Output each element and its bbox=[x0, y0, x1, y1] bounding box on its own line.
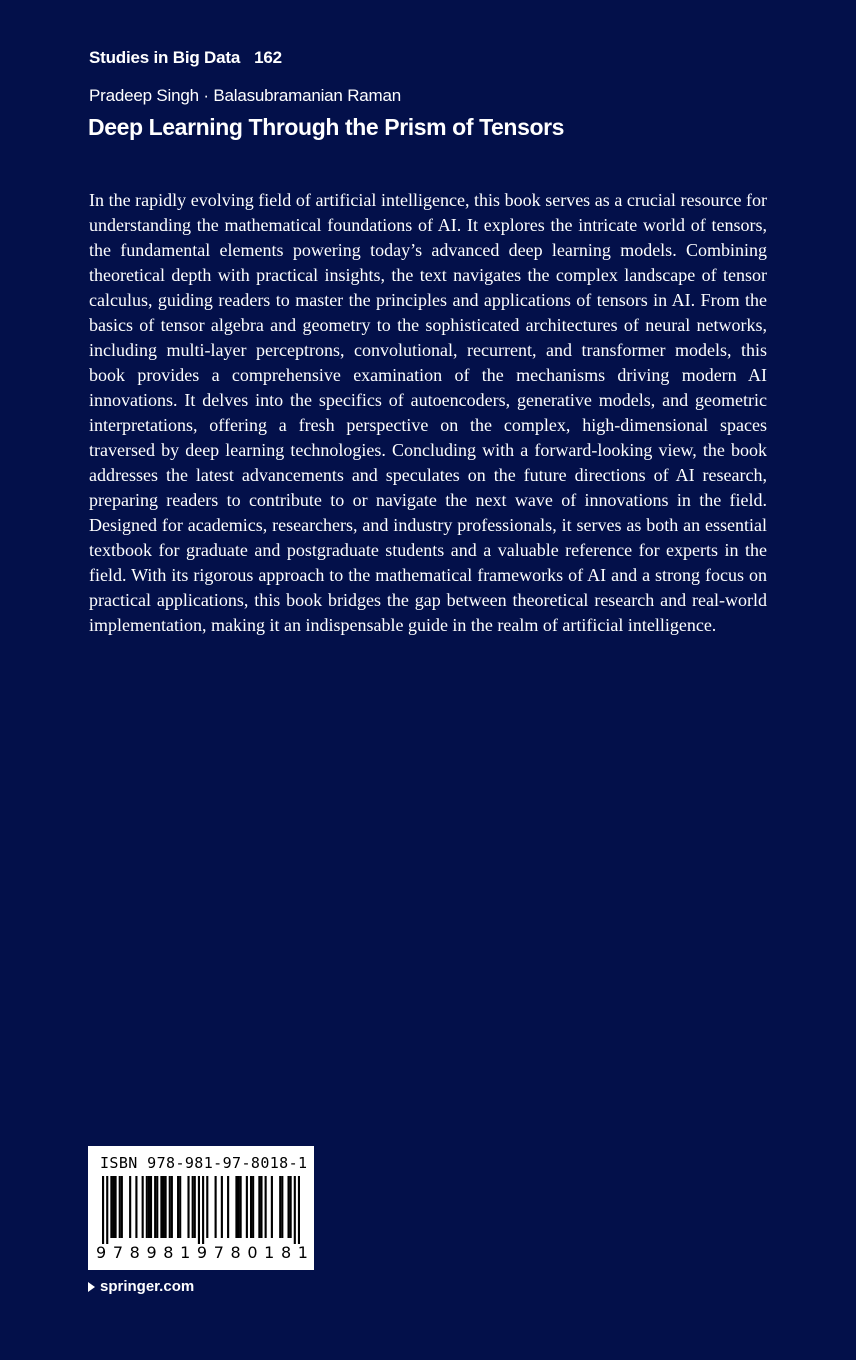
barcode-bar bbox=[187, 1176, 189, 1238]
barcode-bar bbox=[265, 1176, 267, 1238]
arrow-right-icon bbox=[88, 1282, 95, 1292]
barcode-bar bbox=[129, 1176, 131, 1238]
barcode-bar bbox=[279, 1176, 281, 1238]
barcode-bar bbox=[215, 1176, 217, 1238]
barcode-bar bbox=[135, 1176, 137, 1238]
barcode-digit: 9 bbox=[146, 1243, 157, 1262]
barcode-bar bbox=[165, 1176, 167, 1238]
barcode-bar bbox=[162, 1176, 164, 1238]
barcode-bar bbox=[192, 1176, 194, 1238]
barcode-bar bbox=[154, 1176, 156, 1238]
series-name: Studies in Big Data bbox=[89, 48, 241, 67]
barcode-bar bbox=[202, 1176, 204, 1244]
barcode-bar bbox=[177, 1176, 179, 1238]
barcode-bar bbox=[287, 1176, 289, 1238]
barcode-digit: 1 bbox=[264, 1243, 275, 1262]
barcode-digit: 0 bbox=[247, 1243, 258, 1262]
barcode-digit: 7 bbox=[213, 1243, 224, 1262]
barcode-bar bbox=[169, 1176, 171, 1238]
barcode-bar bbox=[250, 1176, 252, 1238]
barcode-digit: 7 bbox=[112, 1243, 123, 1262]
barcode-digit: 8 bbox=[163, 1243, 174, 1262]
barcode-bar bbox=[119, 1176, 121, 1238]
barcode-bar bbox=[106, 1176, 108, 1244]
barcode-digit: 8 bbox=[280, 1243, 292, 1262]
barcode-digit: 8 bbox=[230, 1243, 241, 1262]
publisher-website[interactable] bbox=[88, 1278, 194, 1295]
barcode-bar bbox=[150, 1176, 152, 1238]
barcode-bar bbox=[171, 1176, 173, 1238]
series-line bbox=[89, 48, 282, 68]
barcode-bar bbox=[240, 1176, 242, 1238]
website-label: springer.com bbox=[100, 1278, 195, 1295]
barcode-bar bbox=[160, 1176, 162, 1238]
barcode-digit: 1 bbox=[297, 1243, 308, 1262]
barcode-bar bbox=[206, 1176, 208, 1238]
barcode-bar bbox=[221, 1176, 223, 1238]
barcode-digit: 8 bbox=[129, 1243, 140, 1262]
barcode-bar bbox=[235, 1176, 237, 1238]
barcode-bar bbox=[237, 1176, 239, 1238]
barcode-bar bbox=[148, 1176, 150, 1238]
blurb: In the rapidly evolving field of artificial intelligence, this book serves as a crucial resource for understanding the mathematical foundations of AI. It explores the intricate world of tensors, the fundamental elements powering today’s advanced deep learning models. Combining theoretical depth with practical insights, the text navigates the complex landscape of tensor calculus, guiding readers to master the principles and applications of tensors in AI. From the basics of tensor algebra and geometry to the sophisticated architectures of neural networks, including multi-layer perceptrons, convolutional, recurrent, and transformer models, this book provides a comprehensive examination of the mechanisms driving modern AI innovations. It delves into the specifics of autoencoders, generative models, and geometric interpretations, offering a fresh perspective on the complex, high-dimensional spaces traversed by deep learning technologies. Concluding with a forward-looking view, the book addresses the latest advancements and speculates on the future directions of AI research, preparing readers to contribute to or navigate the next wave of innovations in the field. Designed for academics, researchers, and industry professionals, it serves as both an essential textbook for graduate and postgraduate students and a valuable reference for experts in the field. With its rigorous approach to the mathematical frameworks of AI and a strong focus on practical applications, this book bridges the gap between theoretical research and real-world implementation, making it an indispensable guide in the realm of artificial intelligence. bbox=[89, 190, 767, 635]
authors: Pradeep Singh · Balasubramanian Raman bbox=[89, 86, 402, 105]
barcode-bar bbox=[110, 1176, 112, 1238]
barcode-bar bbox=[294, 1176, 296, 1244]
barcode-bar bbox=[252, 1176, 254, 1238]
barcode-bar bbox=[290, 1176, 292, 1238]
barcode-bar bbox=[271, 1176, 273, 1238]
barcode-bar bbox=[121, 1176, 123, 1238]
barcode-bar bbox=[198, 1176, 200, 1244]
book-title: Deep Learning Through the Prism of Tensors bbox=[88, 114, 565, 140]
barcode-bar bbox=[142, 1176, 144, 1238]
barcode-digit: 9 bbox=[96, 1243, 107, 1262]
barcode-bar bbox=[179, 1176, 181, 1238]
barcode-bar bbox=[260, 1176, 262, 1238]
barcode-box bbox=[88, 1146, 314, 1270]
barcode-bar bbox=[194, 1176, 196, 1238]
barcode-bar bbox=[112, 1176, 114, 1238]
barcode-bar bbox=[115, 1176, 117, 1238]
barcode-digit: 9 bbox=[196, 1243, 208, 1262]
barcode-digit: 1 bbox=[180, 1243, 191, 1262]
barcode-bar bbox=[227, 1176, 229, 1238]
barcode-bar bbox=[246, 1176, 248, 1238]
barcode-icon bbox=[102, 1176, 300, 1244]
series-number: 162 bbox=[254, 48, 282, 67]
barcode-digits bbox=[96, 1243, 308, 1262]
barcode-bar bbox=[258, 1176, 260, 1238]
isbn-label: ISBN 978-981-97-8018-1 bbox=[100, 1154, 308, 1172]
barcode-bar bbox=[156, 1176, 158, 1238]
barcode-bar bbox=[281, 1176, 283, 1238]
barcode-bar bbox=[298, 1176, 300, 1244]
barcode-bar bbox=[146, 1176, 148, 1238]
barcode-bar bbox=[102, 1176, 104, 1244]
